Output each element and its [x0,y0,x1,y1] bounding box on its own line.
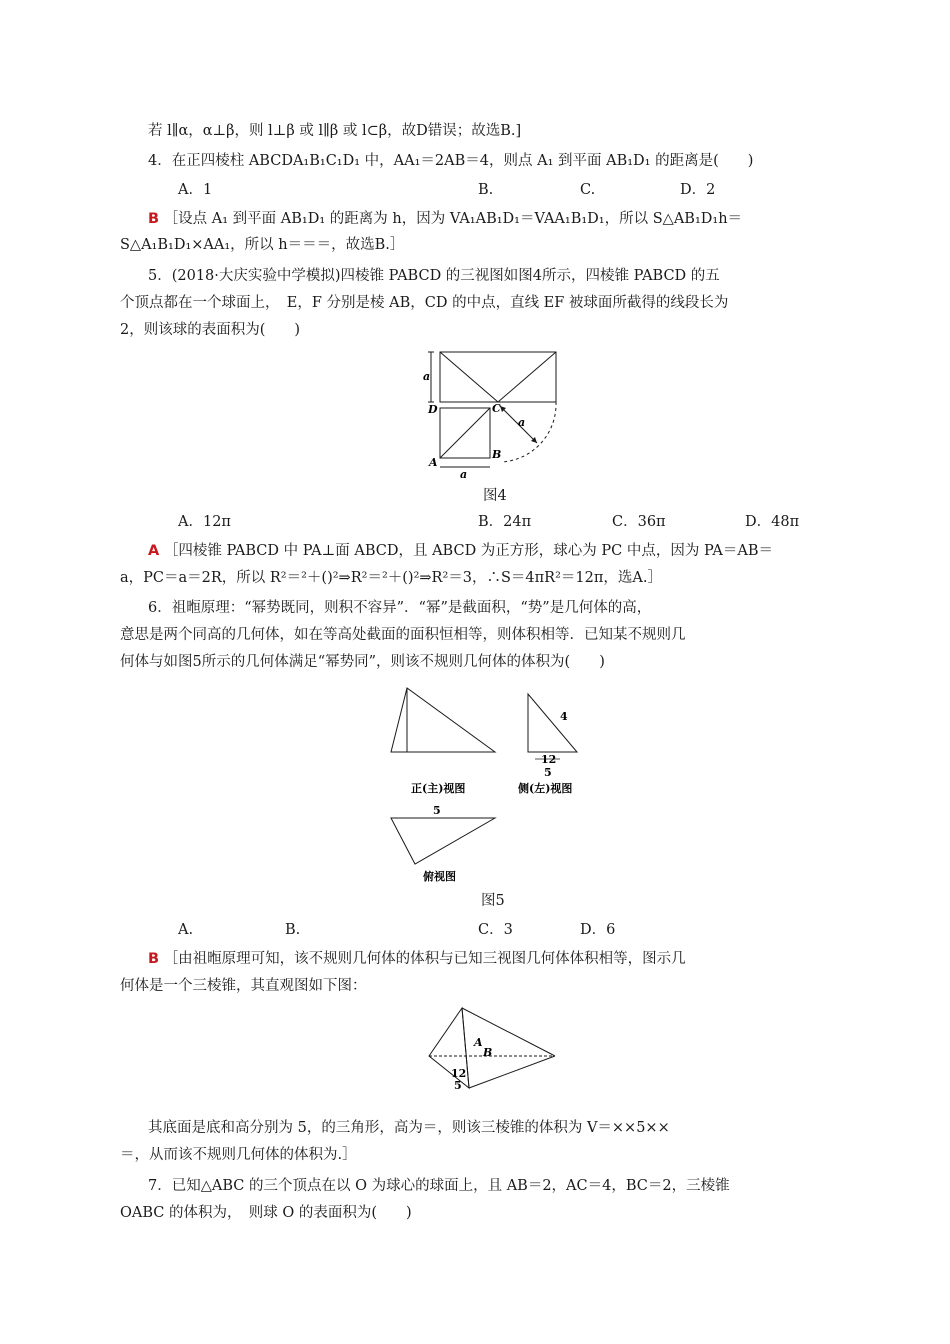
pyramid-label-b: B [483,1046,493,1059]
question-5-line-3: 2，则该球的表面积为( ) [120,322,301,338]
pyramid-fraction-num: 12 [451,1067,467,1080]
answer-6-line-2: 何体是一个三棱锥，其直观图如下图： [120,978,367,994]
text-line: 若 l∥α，α⊥β，则 l⊥β 或 l∥β 或 l⊂β，故D错误；故选B.] [148,123,522,139]
q5-option-c: C．36π [612,514,666,530]
answer-text: ［设点 A₁ 到平面 AB₁D₁ 的距离为 h，因为 VA₁AB₁D₁＝VAA₁B₁D₁，所以 S△AB₁D₁h＝ [163,211,743,227]
q4-option-b: B. [478,182,494,198]
q4-option-c: C. [580,182,596,198]
q4-option-a: A．1 [178,182,213,198]
question-7-line-2: OABC 的体积为， 则球 O 的表面积为( ) [120,1205,412,1221]
side-view-label: 侧(左)视图 [518,782,573,795]
answer-5-line-2: a，PC＝a＝2R，所以 R²＝²＋()²⇒R²＝²＋()²⇒R²＝3，∴S＝4πR²＝12π，选A.］ [120,570,662,586]
answer-4-line-1 [148,209,742,229]
q5-option-d: D．48π [745,514,800,530]
fig4-label-a: a [423,370,431,383]
q4-option-d: D．2 [680,182,716,198]
side-view-fraction-den: 5 [544,766,552,779]
question-6-line-3: 何体与如图5所示的几何体满足“幂势同”，则该不规则几何体的体积为( ) [120,654,605,670]
answer-letter: A [148,543,160,559]
pyramid-label-a: A [474,1036,483,1049]
answer-text: ［四棱锥 PABCD 中 PA⊥面 ABCD，且 ABCD 为正方形，球心为 PC 中点，因为 PA＝AB＝ [163,543,774,559]
answer-letter: B [148,951,160,967]
answer-5-line-1 [148,541,773,561]
question-5-line-2: 个顶点都在一个球面上， E，F 分别是棱 AB，CD 的中点，直线 EF 被球面所截得的线段长为 [120,295,729,311]
side-view-fraction-num: 12 [541,753,557,766]
fig4-label-a-bottom: a [460,468,468,481]
figure-pyramid [425,1004,560,1098]
q6-option-a: A. [178,922,194,938]
answer-6-line-4: ＝，从而该不规则几何体的体积为.］ [120,1147,357,1163]
figure-5 [385,682,595,891]
fig4-label-c: C [492,402,501,415]
q6-option-c: C．3 [478,922,513,938]
fig4-label-d: D [428,403,438,416]
q5-option-a: A．12π [178,514,231,530]
pyramid-fraction-den: 5 [454,1079,462,1092]
question-6-line-1: 6．祖暅原理：“幂势既同，则积不容异”．“幂”是截面积，“势”是几何体的高， [148,600,652,616]
answer-4-line-2: S△A₁B₁D₁×AA₁，所以 h＝＝＝，故选B.］ [120,237,405,253]
front-view-label: 正(主)视图 [411,782,466,795]
answer-text: ［由祖暅原理可知，该不规则几何体的体积与已知三视图几何体体积相等，图示几 [163,951,686,967]
fig4-label-a-diag: a [518,416,526,429]
q6-option-b: B. [285,922,301,938]
q5-option-b: B．24π [478,514,532,530]
answer-6-line-1 [148,949,686,969]
answer-letter: B [148,211,160,227]
top-view-number: 5 [433,804,441,817]
q6-option-d: D．6 [580,922,616,938]
side-view-number: 4 [560,710,568,723]
question-6-line-2: 意思是两个同高的几何体，如在等高处截面的面积恒相等，则体积相等．已知某不规则几 [120,627,686,643]
fig4-label-point-b: B [492,448,502,461]
figure-5-caption: 图5 [481,893,505,909]
figure-4-caption: 图4 [483,488,507,504]
question-5-line-1: 5．(2018·大庆实验中学模拟)四棱锥 PABCD 的三视图如图4所示，四棱锥 PABCD 的五 [148,268,720,284]
question-7-line-1: 7．已知△ABC 的三个顶点在以 O 为球心的球面上，且 AB＝2，AC＝4，BC＝2，三棱锥 [148,1178,730,1194]
question-4: 4．在正四棱柱 ABCDA₁B₁C₁D₁ 中，AA₁＝2AB＝4，则点 A₁ 到平面 AB₁D₁ 的距离是( ) [148,153,754,169]
answer-6-line-3: 其底面是底和高分别为 5，的三角形，高为＝，则该三棱锥的体积为 V＝××5×× [148,1120,670,1136]
figure-4 [420,346,570,485]
top-view-label: 俯视图 [423,870,456,883]
fig4-label-point-a: A [429,456,438,469]
